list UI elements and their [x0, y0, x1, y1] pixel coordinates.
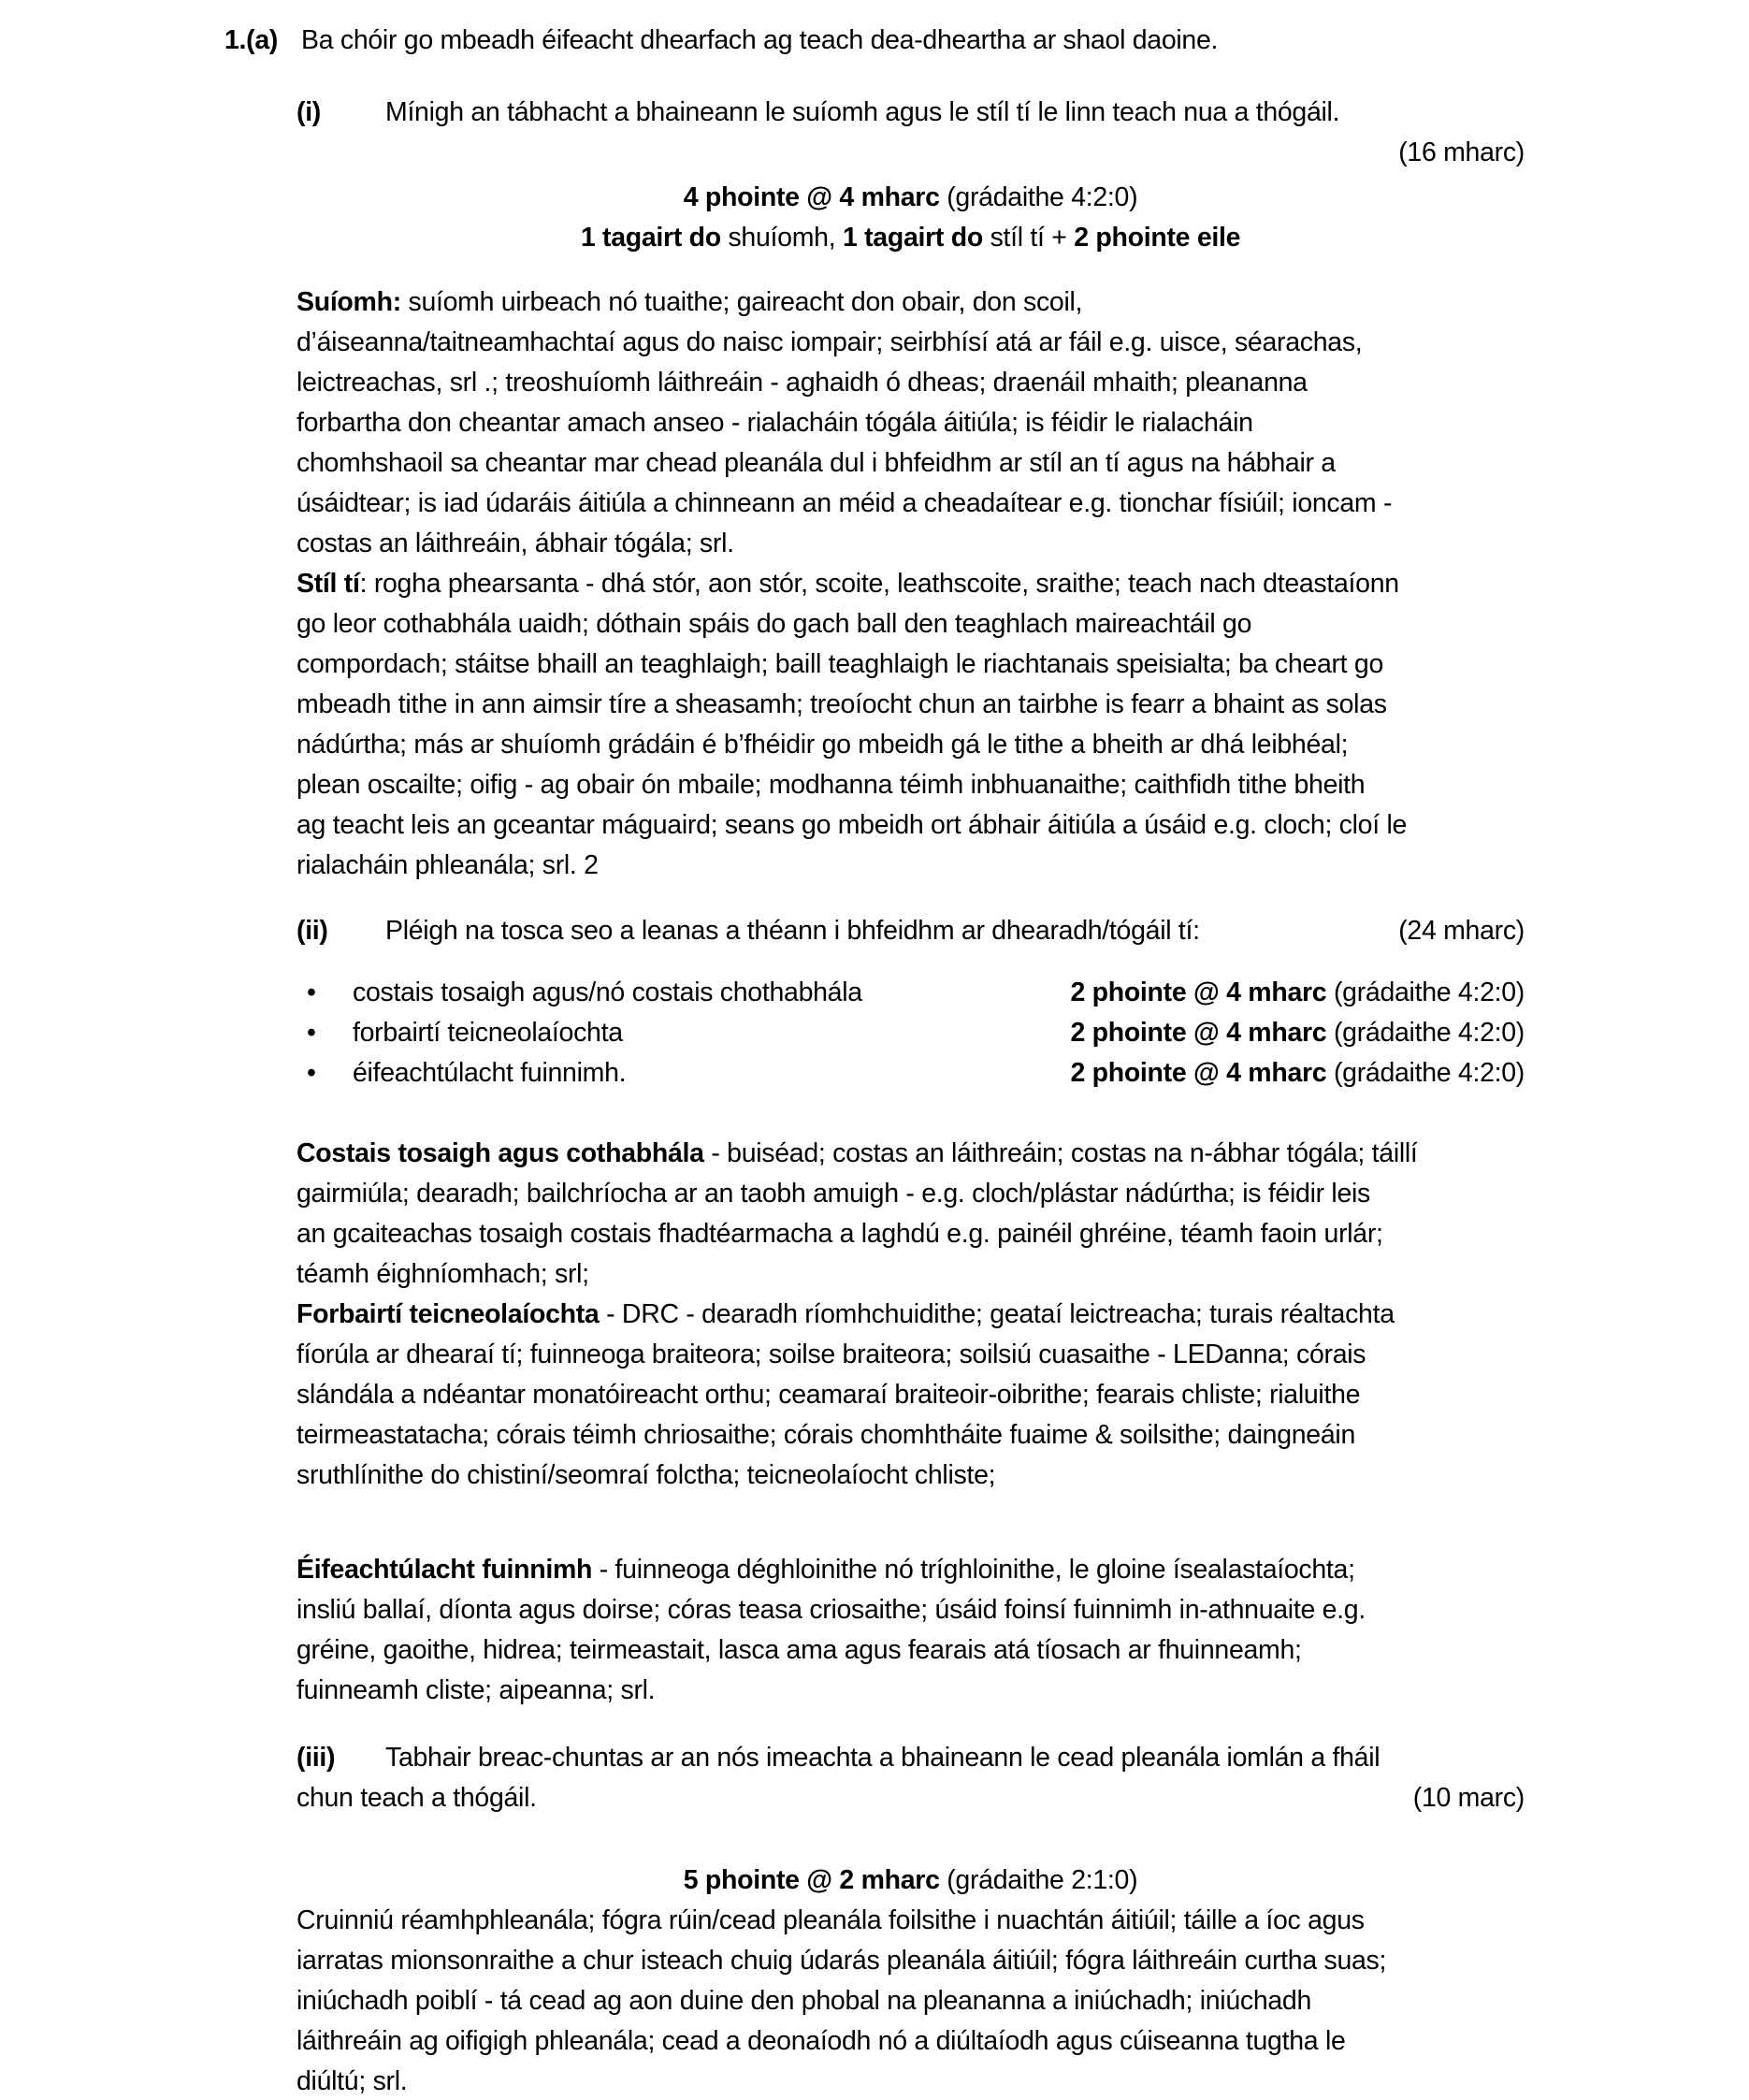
text-line — [296, 604, 1525, 644]
part-iii-scheme-heading — [296, 1861, 1525, 1901]
bullet-icon: • — [307, 1058, 316, 1088]
part-iii-row — [296, 1738, 1525, 1818]
part-ii-prompt: Pléigh na tosca seo a leanas a théann i bhfeidhm ar dhearadh/tógáil tí: — [385, 916, 1200, 946]
text-line — [296, 1134, 1525, 1174]
bullet-text: costais tosaigh agus/nó costais chothabhála — [353, 978, 862, 1007]
bold-text-run: Éifeachtúlacht fuinnimh — [296, 1555, 593, 1585]
text-run: shuíomh, — [720, 223, 843, 253]
text-line — [296, 484, 1525, 524]
text-line — [296, 725, 1525, 765]
part-i-marks: (16 mharc) — [1398, 138, 1525, 167]
text-line — [296, 323, 1525, 363]
text-line — [296, 644, 1525, 685]
bold-text-run: Forbairtí teicneolaíochta — [296, 1299, 600, 1329]
text-line — [296, 403, 1525, 443]
text-line — [296, 282, 1525, 323]
text-run: teirmeastatacha; córais téimh chriosaithe; córais chomhtháite fuaime & soilsithe; daingneáin — [296, 1420, 1355, 1450]
bold-text-run: 2 phointe eile — [1074, 223, 1241, 253]
text-line — [296, 1630, 1525, 1671]
text-run: fíorúla ar dhearaí tí; fuinneoga braiteora; soilse braiteora; soilsiú cuasaithe - LEDanna; córais — [296, 1340, 1366, 1369]
text-run: an gcaiteachas tosaigh costais fhadtéarmacha a laghdú e.g. painéil ghréine, téamh faoin urlár; — [296, 1219, 1383, 1249]
text-line — [296, 805, 1525, 846]
bold-text-run: 2 phointe @ 4 mharc — [1070, 1058, 1327, 1088]
bold-text-run: Costais tosaigh agus cothabhála — [296, 1138, 704, 1168]
text-line — [296, 1550, 1525, 1590]
text-run: gréine, gaoithe, hidrea; teirmeastait, lasca ama agus fearais atá tíosach ar fhuinneamh; — [296, 1635, 1302, 1665]
text-line — [296, 1981, 1525, 2021]
part-iii-answer-paragraph — [296, 1901, 1525, 2100]
text-run: plean oscailte; oifig - ag obair ón mbaile; modhanna téimh inbhuanaithe; caithfidh tithe bheith — [296, 770, 1366, 800]
part-ii-prompt-wrap — [296, 911, 1200, 951]
bold-text-run: 1 tagairt do — [580, 223, 721, 253]
text-run: diúltú; srl. — [296, 2066, 408, 2096]
bullet-row — [296, 1013, 1525, 1053]
bullet-marks — [1070, 973, 1525, 1013]
text-run: compordach; stáitse bhaill an teaghlaigh; baill teaghlaigh le riachtanais speisialta; ba cheart go — [296, 649, 1384, 679]
text-line — [296, 1590, 1525, 1630]
question-statement: Ba chóir go mbeadh éifeacht dhearfach ag teach dea-dheartha ar shaol daoine. — [301, 25, 1219, 55]
bold-text-run: 2 phointe @ 4 mharc — [1070, 978, 1327, 1007]
part-ii-answer-paragraph-2 — [296, 1550, 1525, 1711]
part-iii-prompt-line2 — [296, 1778, 1525, 1818]
text-run: gairmiúla; dearadh; bailchríocha ar an taobh amuigh - e.g. cloch/plástar nádúrtha; is féidir leis — [296, 1179, 1370, 1209]
bold-text-run: 4 phointe @ 4 mharc — [683, 182, 940, 212]
text-run: slándála a ndéantar monatóireacht orthu; ceamaraí braiteoir-oibrithe; fearais chliste; rialuithe — [296, 1380, 1361, 1410]
text-line — [296, 1335, 1525, 1375]
text-line — [296, 1671, 1525, 1711]
text-line — [296, 1456, 1525, 1496]
text-run: ag teacht leis an gceantar máguaird; seans go mbeidh ort ábhair áitiúla a úsáid e.g. cloch; cloí le — [296, 810, 1408, 840]
text-run: fuinneamh cliste; aipeanna; srl. — [296, 1675, 656, 1705]
text-run: Cruinniú réamhphleanála; fógra rúin/cead pleanála foilsithe i nuachtán áitiúil; táille a íoc agus — [296, 1905, 1365, 1935]
question-number: 1.(a) — [224, 25, 279, 55]
text-line — [296, 685, 1525, 725]
part-i-answer-paragraph — [296, 282, 1525, 886]
bold-text-run: Suíomh: — [296, 287, 401, 317]
text-line — [296, 1941, 1525, 1981]
text-run: (grádaithe 4:2:0) — [1326, 978, 1525, 1007]
text-line — [296, 2021, 1525, 2062]
text-run: láithreáin ag oifigigh phleanála; cead a deonaíodh nó a diúltaíodh agus cúiseanna tugtha le — [296, 2026, 1346, 2056]
text-line — [296, 1901, 1525, 1941]
part-ii-answer-paragraph-1 — [296, 1134, 1525, 1496]
bullet-item — [296, 973, 862, 1013]
bullet-icon: • — [307, 1018, 316, 1048]
text-run: (grádaithe 2:1:0) — [939, 1865, 1138, 1895]
text-line — [296, 363, 1525, 403]
part-iii-marks: (10 marc) — [1412, 1783, 1525, 1813]
text-run: sruthlínithe do chistiní/seomraí folctha; teicneolaíocht chliste; — [296, 1460, 996, 1490]
bullet-marks — [1070, 1013, 1525, 1053]
text-line — [296, 765, 1525, 805]
bullet-text: forbairtí teicneolaíochta — [353, 1018, 623, 1048]
text-run: : rogha phearsanta - dhá stór, aon stór, scoite, leathscoite, sraithe; teach nach dteastaíonn — [359, 569, 1399, 599]
part-iii-prompt-text1: Tabhair breac-chuntas ar an nós imeachta a bhaineann le cead pleanála iomlán a fháil — [385, 1743, 1380, 1773]
text-run: (grádaithe 4:2:0) — [1326, 1018, 1525, 1048]
bullet-row — [296, 973, 1525, 1013]
text-run: - fuinneoga déghloinithe nó tríghloinithe, le gloine ísealastaíochta; — [592, 1555, 1355, 1585]
text-line — [296, 1375, 1525, 1415]
text-run: iarratas mionsonraithe a chur isteach chuig údarás pleanála áitiúil; fógra láithreáin curtha suas; — [296, 1946, 1387, 1976]
bullet-text: éifeachtúlacht fuinnimh. — [353, 1058, 627, 1088]
bullet-icon: • — [307, 978, 316, 1007]
text-run: chomhshaoil sa cheantar mar chead pleanála dul i bhfeidhm ar stíl an tí agus na hábhair a — [296, 448, 1336, 478]
text-line — [296, 443, 1525, 484]
part-ii-marks: (24 mharc) — [1398, 916, 1525, 946]
part-i-scheme-subheading — [296, 218, 1525, 258]
text-run: (grádaithe 4:2:0) — [939, 182, 1138, 212]
bullet-item — [296, 1013, 623, 1053]
part-iii-prompt-text2: chun teach a thógáil. — [296, 1783, 537, 1813]
text-run: suíomh uirbeach nó tuaithe; gaireacht don obair, don scoil, — [400, 287, 1083, 317]
text-line — [296, 1174, 1525, 1214]
text-line — [296, 2062, 1525, 2100]
bold-text-run: 1 tagairt do — [842, 223, 983, 253]
bold-text-run: 2 phointe @ 4 mharc — [1070, 1018, 1327, 1048]
text-run: forbartha don cheantar amach anseo - rialacháin tógála áitiúla; is féidir le rialacháin — [296, 408, 1253, 438]
question-row — [224, 21, 1525, 61]
bold-text-run: Stíl tí — [296, 569, 360, 599]
text-line — [296, 1214, 1525, 1254]
text-run: d’áiseanna/taitneamhachtaí agus do naisc iompair; seirbhísí atá ar fáil e.g. uisce, séarachas, — [296, 327, 1363, 357]
text-run: iniúchadh poiblí - tá cead ag aon duine den phobal na pleananna a iniúchadh; iniúchadh — [296, 1986, 1312, 2016]
part-i-label: (i) — [296, 97, 321, 127]
text-line — [296, 524, 1525, 564]
part-i-prompt: Mínigh an tábhacht a bhaineann le suíomh agus le stíl tí le linn teach nua a thógáil. — [385, 97, 1340, 127]
text-run: úsáidtear; is iad údaráis áitiúla a chinneann an méid a cheadaítear e.g. tionchar físiúil; ioncam - — [296, 488, 1393, 518]
part-iii-label: (iii) — [296, 1743, 336, 1773]
text-run: - DRC - dearadh ríomhchuidithe; geataí leictreacha; turais réaltachta — [599, 1299, 1395, 1329]
part-i-scheme-heading — [296, 178, 1525, 218]
bullet-row — [296, 1053, 1525, 1093]
part-iii-prompt-line1 — [296, 1738, 1525, 1778]
part-i-row — [296, 93, 1525, 133]
text-run: téamh éighníomhach; srl; — [296, 1259, 589, 1289]
text-run: (grádaithe 4:2:0) — [1326, 1058, 1525, 1088]
text-line — [296, 1254, 1525, 1295]
text-run: - buiséad; costas an láithreáin; costas na n-ábhar tógála; táillí — [703, 1138, 1418, 1168]
text-line — [296, 846, 1525, 886]
part-ii-row — [296, 911, 1525, 951]
text-run: nádúrtha; más ar shuíomh grádáin é b’fhéidir go mbeidh gá le tithe a bheith ar dhá leibhéal; — [296, 730, 1349, 760]
text-line — [296, 1295, 1525, 1335]
bullet-marks — [1070, 1053, 1525, 1093]
bold-text-run: 5 phointe @ 2 mharc — [683, 1865, 940, 1895]
text-run: costas an láithreáin, ábhair tógála; srl. — [296, 529, 734, 558]
text-run: leictreachas, srl .; treoshuíomh láithreáin - aghaidh ó dheas; draenáil mhaith; pleananna — [296, 368, 1308, 398]
bullet-item — [296, 1053, 626, 1093]
text-line — [296, 1415, 1525, 1456]
text-run: insliú ballaí, díonta agus doirse; córas teasa criosaithe; úsáid foinsí fuinnimh in-athnuaite e.g. — [296, 1595, 1366, 1625]
text-line — [296, 564, 1525, 604]
text-run: mbeadh tithe in ann aimsir tíre a sheasamh; treoíocht chun an tairbhe is fearr a bhaint as solas — [296, 689, 1387, 719]
text-run: go leor cothabhála uaidh; dóthain spáis do gach ball den teaghlach maireachtáil go — [296, 609, 1252, 639]
part-ii-label: (ii) — [296, 916, 328, 946]
text-run: rialacháin phleanála; srl. 2 — [296, 850, 599, 880]
text-run: stíl tí + — [982, 223, 1075, 253]
